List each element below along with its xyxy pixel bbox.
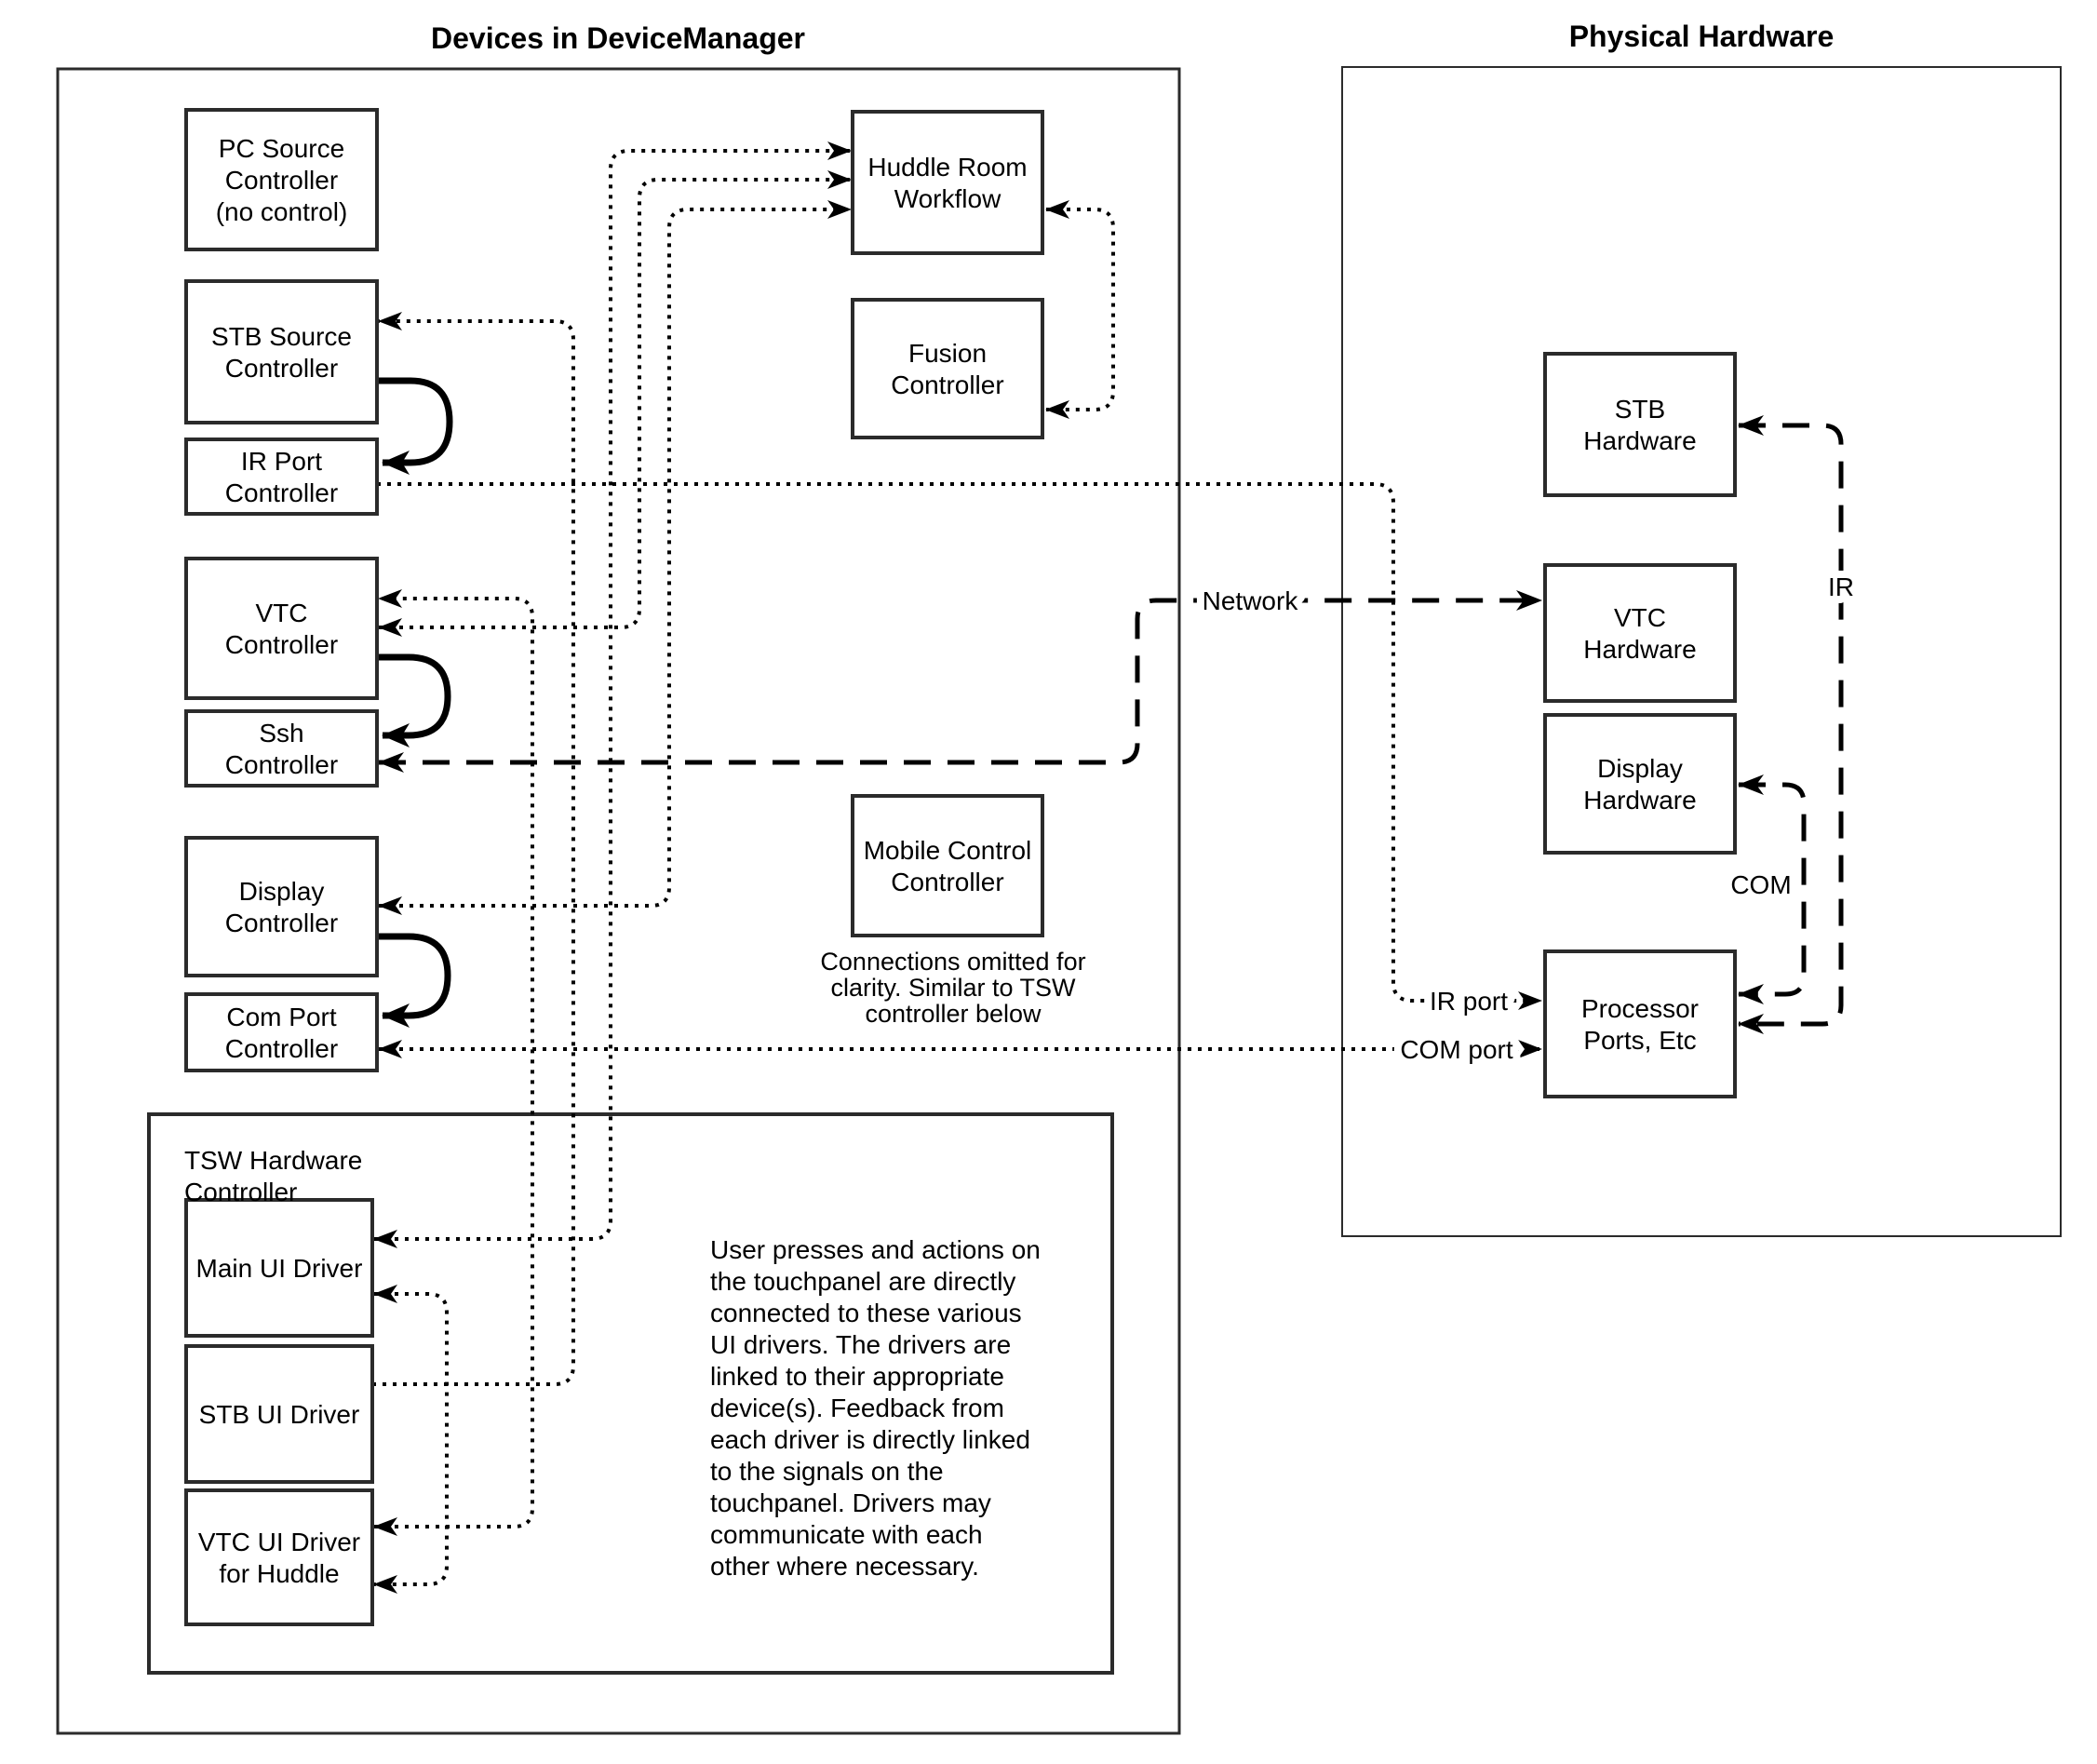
processor-ports-etc-label-line: Processor	[1580, 994, 1700, 1023]
ui-drivers-paragraph-line: communicate with each	[710, 1520, 983, 1549]
node-stb-ui-driver	[186, 1346, 372, 1482]
processor-ports-etc-rect	[1545, 951, 1735, 1097]
connection-vtc-controller-to-ssh-controller	[377, 657, 448, 735]
ir-port-controller-label-line: Controller	[224, 478, 339, 507]
display-hardware-label-line: Display	[1597, 754, 1683, 783]
node-main-ui-driver	[186, 1200, 372, 1336]
vtc-ui-driver-for-huddle-rect	[186, 1490, 372, 1624]
vtc-ui-driver-for-huddle-label-line: VTC UI Driver	[197, 1528, 361, 1556]
ui-drivers-paragraph-line: other where necessary.	[710, 1552, 979, 1581]
connections-omitted-note-line: Connections omitted for	[820, 948, 1086, 976]
vtc-hardware-rect	[1545, 565, 1735, 701]
node-vtc-controller	[186, 559, 377, 698]
network-label: Network	[1202, 586, 1298, 615]
ui-drivers-paragraph-line: UI drivers. The drivers are	[710, 1330, 1012, 1359]
node-huddle-room-workflow	[853, 112, 1042, 253]
node-display-controller	[186, 838, 377, 976]
connection-huddle-workflow-fusion-controller	[1046, 209, 1113, 410]
ui-drivers-paragraph-line: to the signals on the	[710, 1457, 944, 1486]
mobile-control-controller-label-line: Mobile Control	[863, 836, 1032, 865]
ir-port-label: IR port	[1429, 987, 1509, 1016]
huddle-room-workflow-rect	[853, 112, 1042, 253]
tsw-hardware-controller-label: Controller	[184, 1178, 298, 1206]
connection-network-ssh-controller-vtc-hardware	[379, 600, 1541, 762]
node-pc-source-controller	[186, 110, 377, 249]
fusion-controller-label-line: Controller	[891, 370, 1004, 399]
display-controller-rect	[186, 838, 377, 976]
vtc-ui-driver-for-huddle-label-line: for Huddle	[219, 1559, 340, 1588]
stb-source-controller-rect	[186, 281, 377, 423]
node-com-port-controller	[186, 994, 377, 1071]
display-controller-label-line: Display	[238, 877, 325, 906]
mobile-control-controller-rect	[853, 796, 1042, 936]
devices-panel-title: Devices in DeviceManager	[431, 21, 805, 55]
ir-label: IR	[1828, 572, 1854, 601]
mobile-control-controller-label-line: Controller	[891, 868, 1004, 896]
ui-drivers-paragraph-line: User presses and actions on	[710, 1235, 1041, 1264]
vtc-hardware-label-line: VTC	[1614, 603, 1666, 632]
stb-ui-driver-label-line: STB UI Driver	[198, 1400, 360, 1429]
stb-source-controller-label-line: STB Source	[211, 322, 352, 351]
ssh-controller-label-line: Ssh	[259, 719, 304, 747]
fusion-controller-label-line: Fusion	[907, 339, 988, 368]
connections-omitted-note-line: controller below	[865, 1000, 1042, 1028]
node-stb-hardware	[1545, 354, 1735, 495]
stb-hardware-label-line: Hardware	[1583, 426, 1697, 455]
connection-stb-ui-driver-to-stb-source-controller	[372, 321, 573, 1384]
ui-drivers-paragraph-line: device(s). Feedback from	[710, 1394, 1004, 1422]
com-port-controller-label-line: Controller	[224, 1034, 339, 1063]
connection-stb-source-controller-to-ir-port-controller	[377, 381, 450, 463]
node-ssh-controller	[186, 711, 377, 786]
ssh-controller-label-line: Controller	[224, 750, 339, 779]
ui-drivers-paragraph-line: linked to their appropriate	[710, 1362, 1004, 1391]
ui-drivers-paragraph-line: each driver is directly linked	[710, 1425, 1030, 1454]
ir-port-controller-label-line: IR Port	[240, 447, 323, 476]
com-label: COM	[1730, 870, 1792, 899]
stb-source-controller-label-line: Controller	[224, 354, 339, 383]
ui-drivers-paragraph-line: touchpanel. Drivers may	[710, 1488, 991, 1517]
main-ui-driver-label-line: Main UI Driver	[195, 1254, 363, 1283]
node-vtc-hardware	[1545, 565, 1735, 701]
node-fusion-controller	[853, 300, 1042, 438]
connection-main-ui-driver-vtc-ui-driver	[374, 1294, 447, 1584]
node-mobile-control-controller	[853, 796, 1042, 936]
fusion-controller-rect	[853, 300, 1042, 438]
display-controller-label-line: Controller	[224, 909, 339, 937]
vtc-controller-label-line: Controller	[224, 630, 339, 659]
com-port-controller-label-line: Com Port	[226, 1003, 337, 1031]
node-display-hardware	[1545, 715, 1735, 853]
connections-omitted-note-line: clarity. Similar to TSW	[830, 974, 1076, 1002]
node-ir-port-controller	[186, 439, 377, 514]
vtc-controller-label-line: VTC	[255, 599, 308, 627]
node-processor-ports-etc	[1545, 951, 1735, 1097]
node-stb-source-controller	[186, 281, 377, 423]
stb-hardware-label-line: STB	[1614, 395, 1666, 424]
vtc-hardware-label-line: Hardware	[1583, 635, 1697, 664]
pc-source-controller-label-line: (no control)	[215, 197, 348, 226]
processor-ports-etc-label-line: Ports, Etc	[1583, 1026, 1697, 1055]
hardware-panel-title: Physical Hardware	[1568, 20, 1835, 53]
connection-display-controller-huddle-workflow	[379, 209, 851, 906]
ui-drivers-paragraph-line: connected to these various	[710, 1299, 1022, 1327]
connection-ir-stb-hardware-processor	[1739, 425, 1841, 1024]
huddle-room-workflow-label-line: Workflow	[894, 184, 1001, 213]
huddle-room-workflow-label-line: Huddle Room	[867, 153, 1028, 182]
pc-source-controller-label-line: Controller	[224, 166, 339, 195]
display-hardware-label-line: Hardware	[1583, 786, 1697, 815]
stb-hardware-rect	[1545, 354, 1735, 495]
vtc-controller-rect	[186, 559, 377, 698]
com-port-label: COM port	[1400, 1035, 1513, 1064]
pc-source-controller-label-line: PC Source	[218, 134, 345, 163]
node-vtc-ui-driver-for-huddle	[186, 1490, 372, 1624]
tsw-hardware-controller-label: TSW Hardware	[184, 1146, 363, 1175]
connection-display-controller-to-com-port-controller	[377, 936, 448, 1016]
display-hardware-rect	[1545, 715, 1735, 853]
ui-drivers-paragraph-line: the touchpanel are directly	[710, 1267, 1016, 1296]
